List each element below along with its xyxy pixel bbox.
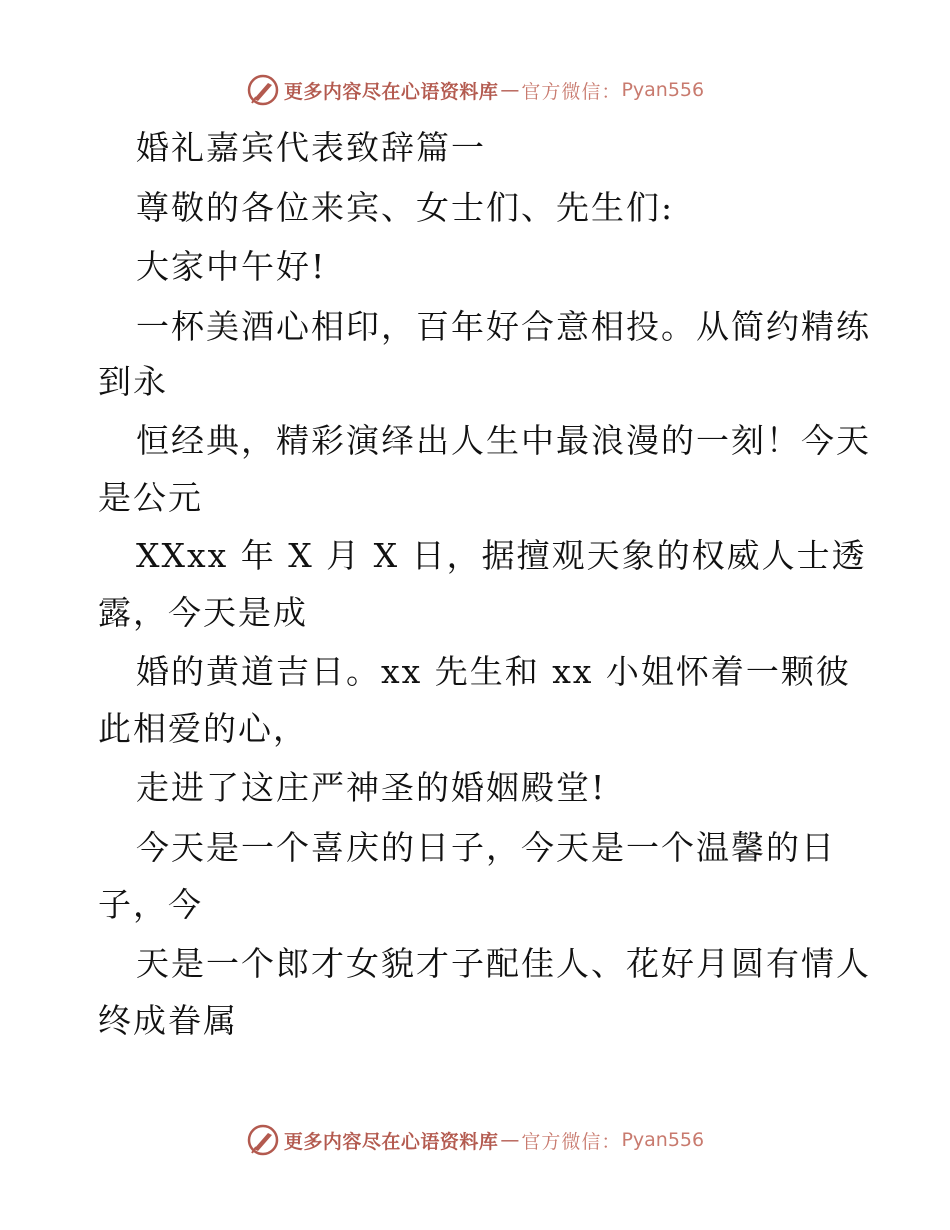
paragraph-line: 露，今天是成: [98, 593, 308, 632]
paragraph-line: 大家中午好!: [136, 247, 327, 286]
header-dash: —: [500, 79, 520, 101]
paragraph-line: 是公元: [98, 478, 203, 517]
header-wechat-label: 官方微信：: [521, 80, 622, 103]
paragraph-line: 终成眷属: [98, 1001, 238, 1040]
quill-pen-logo-icon: [246, 1123, 280, 1157]
footer-wechat-label: 官方微信：: [521, 1130, 622, 1153]
paragraph-line: 子，今: [98, 885, 203, 924]
header-site-name: 更多内容尽在心语资料库: [283, 80, 499, 103]
paragraph-line: 恒经典，精彩演绎出人生中最浪漫的一刻！今天: [136, 421, 871, 460]
header-banner: [0, 70, 950, 110]
paragraph-line: 天是一个郎才女貌才子配佳人、花好月圆有情人: [136, 944, 871, 983]
paragraph-line: 此相爱的心，: [98, 709, 308, 748]
footer-site-name: 更多内容尽在心语资料库: [283, 1130, 499, 1153]
paragraph-line: 走进了这庄严神圣的婚姻殿堂!: [136, 768, 607, 807]
paragraph-line: XXxx 年 X 月 X 日，据擅观天象的权威人士透: [136, 536, 867, 575]
paragraph-line: 尊敬的各位来宾、女士们、先生们:: [136, 188, 675, 227]
footer-wechat-id: Pyan556: [621, 1129, 705, 1151]
document-title: 婚礼嘉宾代表致辞篇一: [136, 128, 486, 167]
footer-dash: —: [500, 1129, 520, 1151]
paragraph-line: 到永: [98, 362, 168, 401]
footer-banner: [0, 1120, 950, 1160]
header-wechat-id: Pyan556: [621, 79, 705, 101]
paragraph-line: 婚的黄道吉日。xx 先生和 xx 小姐怀着一颗彼: [136, 652, 851, 691]
paragraph-line: 一杯美酒心相印，百年好合意相投。从简约精练: [136, 307, 871, 346]
quill-pen-logo-icon: [246, 73, 280, 107]
paragraph-line: 今天是一个喜庆的日子，今天是一个温馨的日: [136, 828, 836, 867]
